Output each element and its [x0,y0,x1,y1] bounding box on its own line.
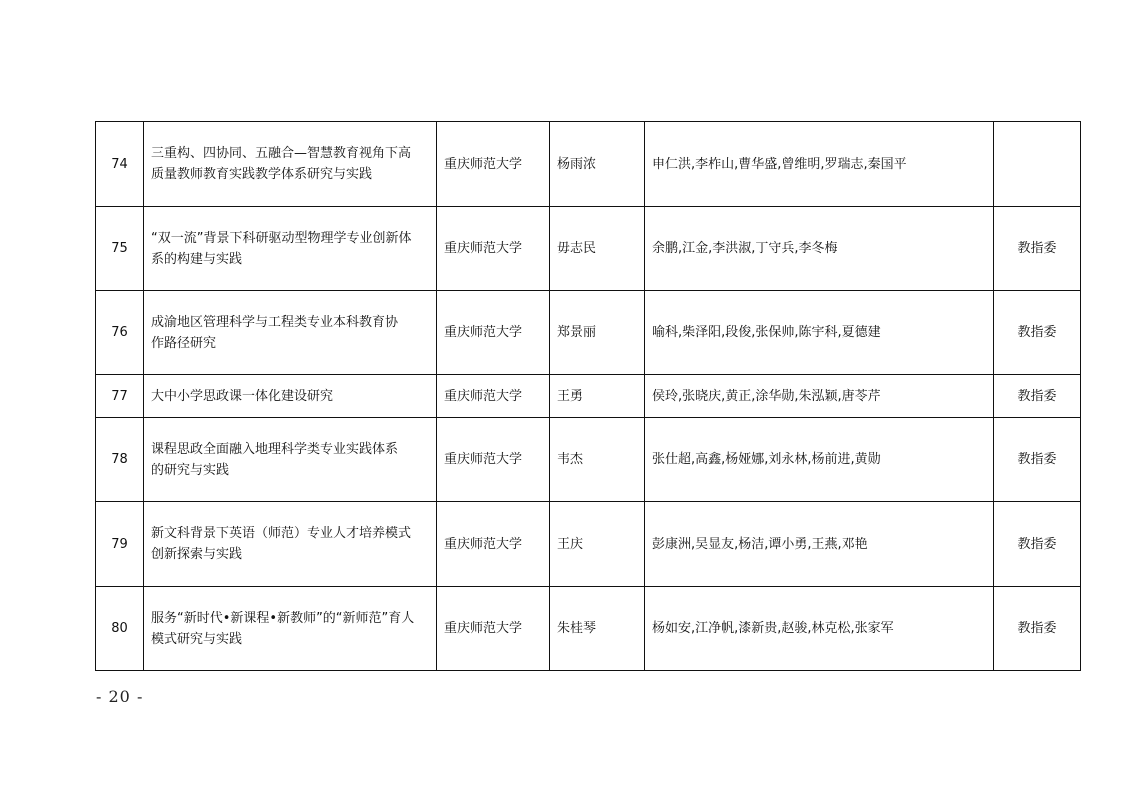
page-number: - 20 - [96,687,144,706]
table-row [96,587,1081,671]
recommending-body: 教指委 [994,587,1081,671]
row-number: 76 [96,291,144,375]
recommending-body: 教指委 [994,375,1081,418]
project-title-line: “双一流”背景下科研驱动型物理学专业创新体 [151,230,412,246]
project-title [144,207,437,291]
recommending-body: 教指委 [994,418,1081,502]
project-title-line: 模式研究与实践 [151,631,243,647]
institution: 重庆师范大学 [437,375,550,418]
table-row [96,375,1081,418]
team-members: 杨如安,江净帆,漆新贵,赵骏,林克松,张家军 [645,587,994,671]
team-members: 喻科,柴泽阳,段俊,张保帅,陈宇科,夏德建 [645,291,994,375]
project-leader: 王庆 [550,502,645,587]
team-members: 张仕超,高鑫,杨娅娜,刘永林,杨前进,黄勋 [645,418,994,502]
project-leader: 郑景丽 [550,291,645,375]
project-title-line: 的研究与实践 [151,462,230,478]
project-title-line: 新文科背景下英语（师范）专业人才培养模式 [151,526,412,541]
project-leader: 朱桂琴 [550,587,645,671]
project-title-line: 大中小学思政课一体化建设研究 [151,388,334,404]
row-number: 79 [96,502,144,587]
row-number: 74 [96,122,144,207]
recommending-body: 教指委 [994,291,1081,375]
project-title-line: 课程思政全面融入地理科学类专业实践体系 [151,441,399,457]
institution: 重庆师范大学 [437,502,550,587]
row-number: 77 [96,375,144,418]
project-leader: 杨雨浓 [550,122,645,207]
row-number: 75 [96,207,144,291]
row-number: 80 [96,587,144,671]
project-leader: 毋志民 [550,207,645,291]
institution: 重庆师范大学 [437,418,550,502]
project-title [144,418,437,502]
row-number: 78 [96,418,144,502]
institution: 重庆师范大学 [437,122,550,207]
recommending-body: 教指委 [994,502,1081,587]
recommending-body: 教指委 [994,207,1081,291]
project-title [144,122,437,207]
table-row [96,122,1081,207]
project-title-line: 三重构、四协同、五融合—智慧教育视角下高 [151,146,412,161]
project-title-line: 作路径研究 [151,335,217,351]
institution: 重庆师范大学 [437,587,550,671]
project-leader: 王勇 [550,375,645,418]
project-title [144,291,437,375]
project-leader: 韦杰 [550,418,645,502]
project-table [95,121,1081,671]
table-row [96,207,1081,291]
institution: 重庆师范大学 [437,207,550,291]
team-members: 余鹏,江金,李洪淑,丁守兵,李冬梅 [645,207,994,291]
project-title [144,375,437,418]
project-title-line: 成渝地区管理科学与工程类专业本科教育协 [151,314,399,330]
table-row [96,502,1081,587]
project-title [144,502,437,587]
table-row [96,418,1081,502]
institution: 重庆师范大学 [437,291,550,375]
project-title-line: 系的构建与实践 [151,251,243,267]
project-title-line: 服务“新时代•新课程•新教师”的“新师范”育人 [151,610,415,626]
project-title-line: 质量教师教育实践教学体系研究与实践 [151,167,373,182]
project-title-line: 创新探索与实践 [151,547,243,562]
team-members: 侯玲,张晓庆,黄正,涂华勋,朱泓颖,唐苓芹 [645,375,994,418]
table-row [96,291,1081,375]
team-members: 申仁洪,李柞山,曹华盛,曾维明,罗瑞志,秦国平 [645,122,994,207]
team-members: 彭康洲,吴显友,杨洁,谭小勇,王燕,邓艳 [645,502,994,587]
recommending-body [994,122,1081,207]
project-title [144,587,437,671]
